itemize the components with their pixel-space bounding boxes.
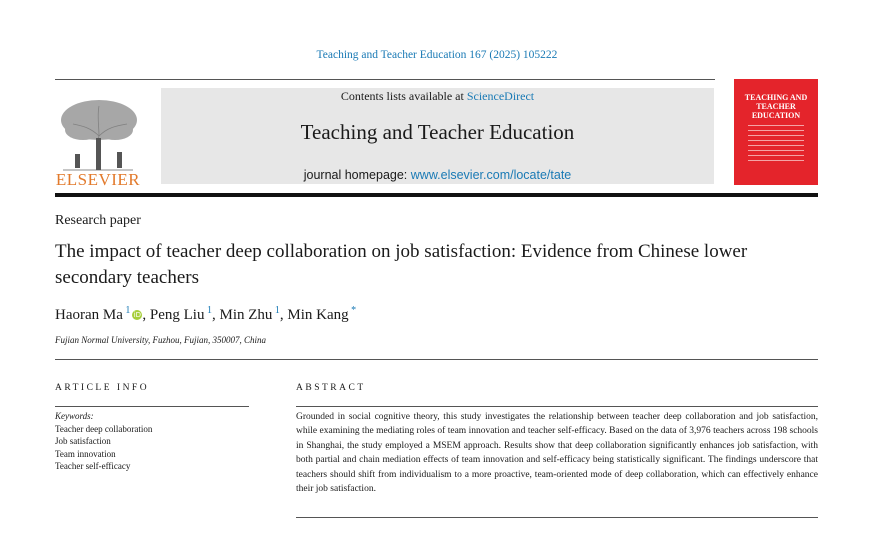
cover-decoration	[748, 125, 804, 165]
abstract-heading: ABSTRACT	[296, 383, 366, 393]
keyword-item: Teacher deep collaboration	[55, 424, 153, 434]
publisher-name[interactable]: ELSEVIER	[55, 170, 141, 189]
article-info-heading: ARTICLE INFO	[55, 383, 150, 393]
homepage-prefix: journal homepage:	[303, 168, 411, 182]
cover-title: TEACHING AND TEACHER EDUCATION	[744, 93, 808, 120]
homepage-line	[161, 168, 714, 182]
author-list: Haoran Ma $^1$ iD, Peng Liu $^1$, Min Zhu $^1$, Min Kang *	[55, 305, 357, 323]
article-type: Research paper	[55, 213, 141, 228]
keywords-list	[55, 423, 152, 472]
author-name[interactable]: Haoran Ma	[55, 307, 123, 323]
journal-title: Teaching and Teacher Education	[300, 120, 575, 144]
author-affiliation-mark[interactable]: 1	[272, 305, 280, 316]
top-divider	[55, 79, 715, 80]
journal-cover-thumbnail[interactable]	[734, 79, 818, 185]
author-name[interactable]: Min Zhu	[219, 307, 273, 323]
author-affiliation-mark[interactable]: 1	[122, 305, 131, 316]
article-title: The impact of teacher deep collaboration on job satisfaction: Evidence from Chinese lower secondary teachers	[55, 241, 748, 288]
sciencedirect-link[interactable]: ScienceDirect	[466, 89, 535, 103]
contents-prefix: Contents lists available at	[340, 89, 467, 103]
section-divider	[55, 359, 818, 360]
author-name[interactable]: Peng Liu	[149, 307, 205, 323]
abstract-divider	[296, 406, 818, 407]
header-divider	[55, 193, 818, 197]
article-info-divider	[55, 406, 249, 407]
journal-reference[interactable]: Teaching and Teacher Education 167 (2025) 105222	[316, 49, 558, 61]
keyword-item: Teacher self-efficacy	[55, 460, 131, 471]
author-affiliation-mark[interactable]: 1	[204, 305, 212, 316]
contents-line	[161, 89, 714, 104]
keyword-item: Job satisfaction	[55, 436, 111, 447]
homepage-link[interactable]: www.elsevier.com/locate/tate	[410, 168, 572, 182]
orcid-icon[interactable]: iD	[133, 311, 142, 319]
abstract-end-divider	[296, 517, 818, 518]
keywords-label: Keywords:	[55, 411, 94, 421]
author-affiliation-mark[interactable]: *	[348, 305, 357, 316]
author-name[interactable]: Min Kang	[287, 307, 349, 323]
affiliation: Fujian Normal University, Fuzhou, Fujian, 350007, China	[55, 335, 266, 345]
keyword-item: Team innovation	[55, 448, 116, 459]
abstract-text: Grounded in social cognitive theory, this study investigates the relationship between teacher deep collaboration and job satisfaction, while examining the mediating roles of team innovation and teacher self-efficacy. Based on the data of 3,976 teachers across 198 schools in Shanghai, the study employed a MSEM approach. Results show that deep collaboration significantly enhances job satisfaction, with both partial and chain mediation effects of team innovation and self-efficacy being statistically significant. The findings underscore that teachers should shift from individualism to a more proactive, team-oriented mode of deep collaboration, which can effectively enhance their job satisfaction.	[296, 412, 818, 495]
